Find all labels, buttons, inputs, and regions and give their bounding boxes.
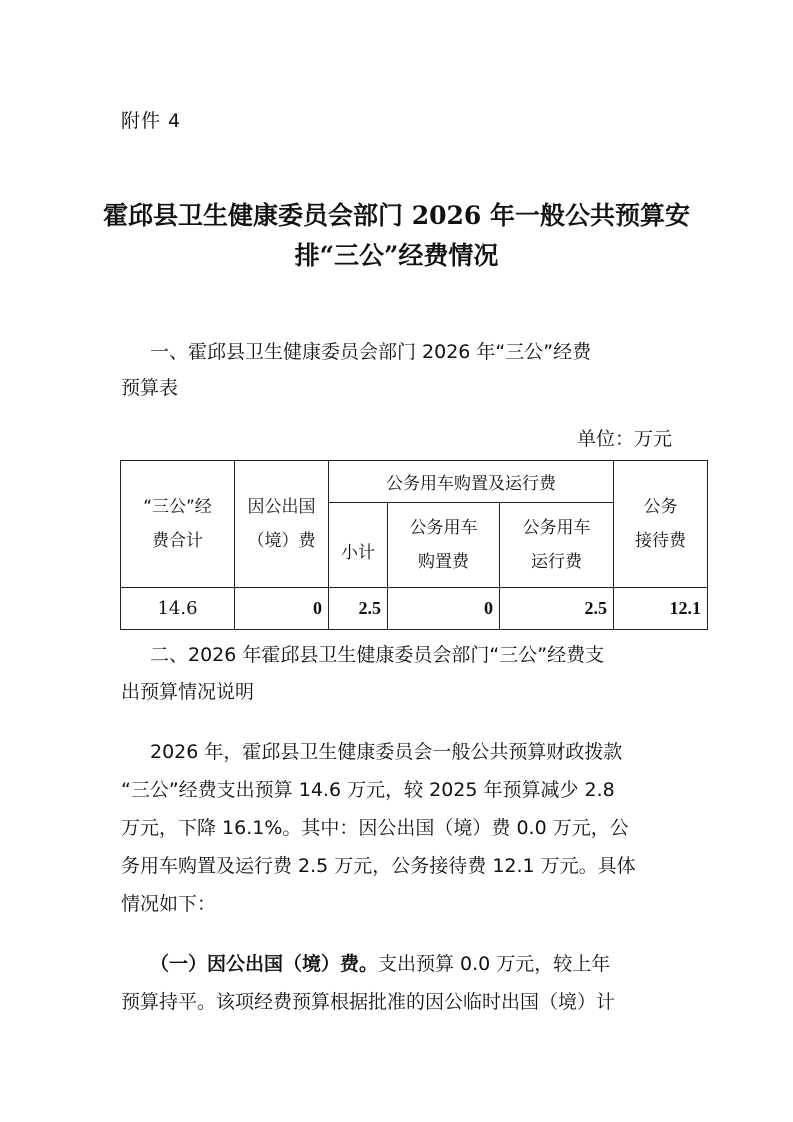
header-operation-line2: 运行费 [531,552,582,572]
section1-heading-line1: 一、霍邱县卫生健康委员会部门 2026 年“三公”经费 [150,341,592,363]
header-operation-line1: 公务用车 [522,518,591,538]
body-line-4: 务用车购置及运行费 2.5 万元，公务接待费 12.1 万元。具体 [121,855,636,877]
cell-total: 14.6 [121,588,235,630]
header-subtotal: 小计 [329,503,388,588]
cell-abroad: 0 [235,588,329,630]
subsection1-line2: 预算持平。该项经费预算根据批准的因公临时出国（境）计 [121,991,616,1013]
subsection1-heading: （一）因公出国（境）费。 [150,953,379,975]
cell-reception: 12.1 [614,588,708,630]
section2-heading-line1: 二、2026 年霍邱县卫生健康委员会部门“三公”经费支 [150,644,605,666]
header-abroad [235,461,329,588]
cell-operation: 2.5 [500,588,614,630]
header-reception [614,461,708,588]
body-line-2: “三公”经费支出预算 14.6 万元，较 2025 年预算减少 2.8 [121,779,615,801]
unit-label: 单位：万元 [576,428,672,450]
header-abroad-line2: （境）费 [247,531,316,551]
header-vehicle-group: 公务用车购置及运行费 [329,461,614,503]
body-line-5: 情况如下： [121,893,217,915]
header-abroad-line1: 因公出国 [247,497,316,517]
header-total-line2: 费合计 [152,531,203,551]
subsection1-text: 支出预算 0.0 万元，较上年 [378,953,611,975]
header-reception-line1: 公务 [643,497,678,517]
document-title-line2: 排“三公”经费情况 [294,241,499,270]
cell-subtotal: 2.5 [329,588,388,630]
header-purchase [388,503,500,588]
header-purchase-line2: 购置费 [418,552,469,572]
header-total [121,461,235,588]
subsection1-line1 [150,949,610,976]
header-reception-line2: 接待费 [635,531,686,551]
cell-purchase: 0 [388,588,500,630]
section1-heading-line2: 预算表 [121,377,179,399]
attachment-label: 附件 4 [121,110,182,132]
budget-table [120,460,708,630]
body-line-3: 万元，下降 16.1%。其中：因公出国（境）费 0.0 万元，公 [121,817,629,839]
header-operation [500,503,614,588]
header-total-line1: “三公”经 [143,497,212,517]
document-title-line1: 霍邱县卫生健康委员会部门 2026 年一般公共预算安 [103,201,690,230]
section2-heading-line2: 出预算情况说明 [121,681,255,703]
body-line-1: 2026 年，霍邱县卫生健康委员会一般公共预算财政拨款 [150,741,623,763]
header-purchase-line1: 公务用车 [409,518,478,538]
